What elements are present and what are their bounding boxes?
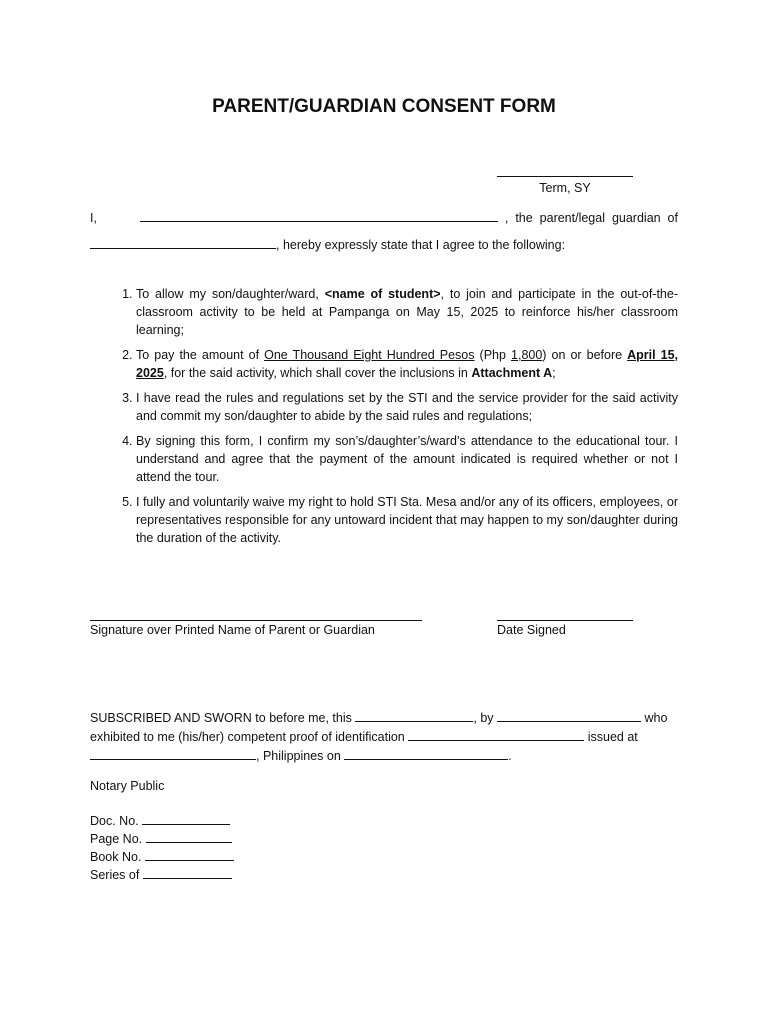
intro-prefix: I,	[90, 211, 97, 225]
jurat-date-blank[interactable]	[344, 746, 508, 760]
amount-words: One Thousand Eight Hundred Pesos	[264, 348, 475, 362]
jurat-text: .	[508, 749, 512, 763]
item-text: , to join and participate in the out-of-the-classroom activity to be held at Pampanga on May 15, 2025 to reinforce his/her classroom learning;	[136, 287, 679, 337]
term-blank[interactable]	[497, 168, 633, 177]
list-item: 4. By signing this form, I confirm my son’s/daughter’s/ward’s attendance to the educational tour. I understand and agree that the payment of the amount indicated is required whether or not I attend the tour.	[136, 432, 678, 486]
jurat-name-blank[interactable]	[497, 708, 641, 722]
jurat-place-blank[interactable]	[90, 746, 256, 760]
attachment-reference: Attachment A	[471, 366, 553, 380]
book-no-blank[interactable]	[145, 847, 234, 861]
doc-no-field	[90, 811, 234, 829]
list-item: 3. I have read the rules and regulations set by the STI and the service provider for the said activity and commit my son/daughter to abide by the said rules and regulations;	[136, 389, 678, 425]
item-text: To pay the amount of	[136, 348, 265, 362]
item-text: ) on or before	[542, 348, 628, 362]
date-field	[497, 612, 633, 639]
jurat-text: who exhibited to me (his/her) competent proof of identification	[90, 711, 668, 744]
jurat-text: SUBSCRIBED AND SWORN to before me, this	[90, 711, 352, 725]
book-no-field	[90, 847, 234, 865]
item-text: , for the said activity, which shall cover the inclusions in	[163, 366, 472, 380]
page-no-blank[interactable]	[146, 829, 232, 843]
item-text: ;	[552, 366, 556, 380]
page-no-field	[90, 829, 234, 847]
jurat-text: , by	[473, 711, 494, 725]
date-label: Date Signed	[497, 623, 566, 637]
date-blank[interactable]	[497, 612, 633, 621]
doc-no-blank[interactable]	[142, 811, 230, 825]
signature-field	[90, 612, 422, 639]
jurat-text: , Philippines on	[256, 749, 341, 763]
notary-label: Notary Public	[90, 779, 165, 793]
payment-deadline: April 15, 2025	[136, 348, 679, 380]
signature-row	[90, 612, 678, 646]
agreement-list	[90, 285, 678, 554]
jurat-day-blank[interactable]	[355, 708, 473, 722]
jurat-text: issued at	[587, 730, 638, 744]
guardian-name-blank[interactable]	[140, 208, 498, 222]
jurat-id-blank[interactable]	[408, 727, 584, 741]
term-label: Term, SY	[539, 181, 591, 195]
list-item	[136, 285, 678, 339]
page-no-label: Page No.	[90, 832, 143, 846]
item-text: To allow my son/daughter/ward,	[136, 287, 325, 301]
term-field	[497, 168, 633, 197]
intro-mid: , the parent/legal guardian of	[504, 211, 678, 225]
signature-blank[interactable]	[90, 612, 422, 621]
list-item: 5. I fully and voluntarily waive my right to hold STI Sta. Mesa and/or any of its officers, employees, or representatives responsible for any untoward incident that may happen to my son/daughter during the duration of the activity.	[136, 493, 678, 547]
doc-no-label: Doc. No.	[90, 814, 139, 828]
book-no-label: Book No.	[90, 850, 142, 864]
series-blank[interactable]	[143, 865, 232, 879]
signature-label: Signature over Printed Name of Parent or Guardian	[90, 623, 375, 637]
student-name-blank[interactable]	[90, 235, 276, 249]
page-title: PARENT/GUARDIAN CONSENT FORM	[212, 96, 556, 117]
notarial-jurat	[90, 708, 678, 765]
intro-statement	[90, 208, 678, 262]
item-text: (Php	[474, 348, 512, 362]
series-label: Series of	[90, 868, 140, 882]
list-item	[136, 346, 678, 382]
amount-number: 1,800	[511, 348, 543, 362]
notary-doc-fields	[90, 811, 234, 883]
intro-suffix: , hereby expressly state that I agree to the following:	[276, 238, 566, 252]
series-field	[90, 865, 234, 883]
student-placeholder: <name of student>	[324, 287, 441, 301]
